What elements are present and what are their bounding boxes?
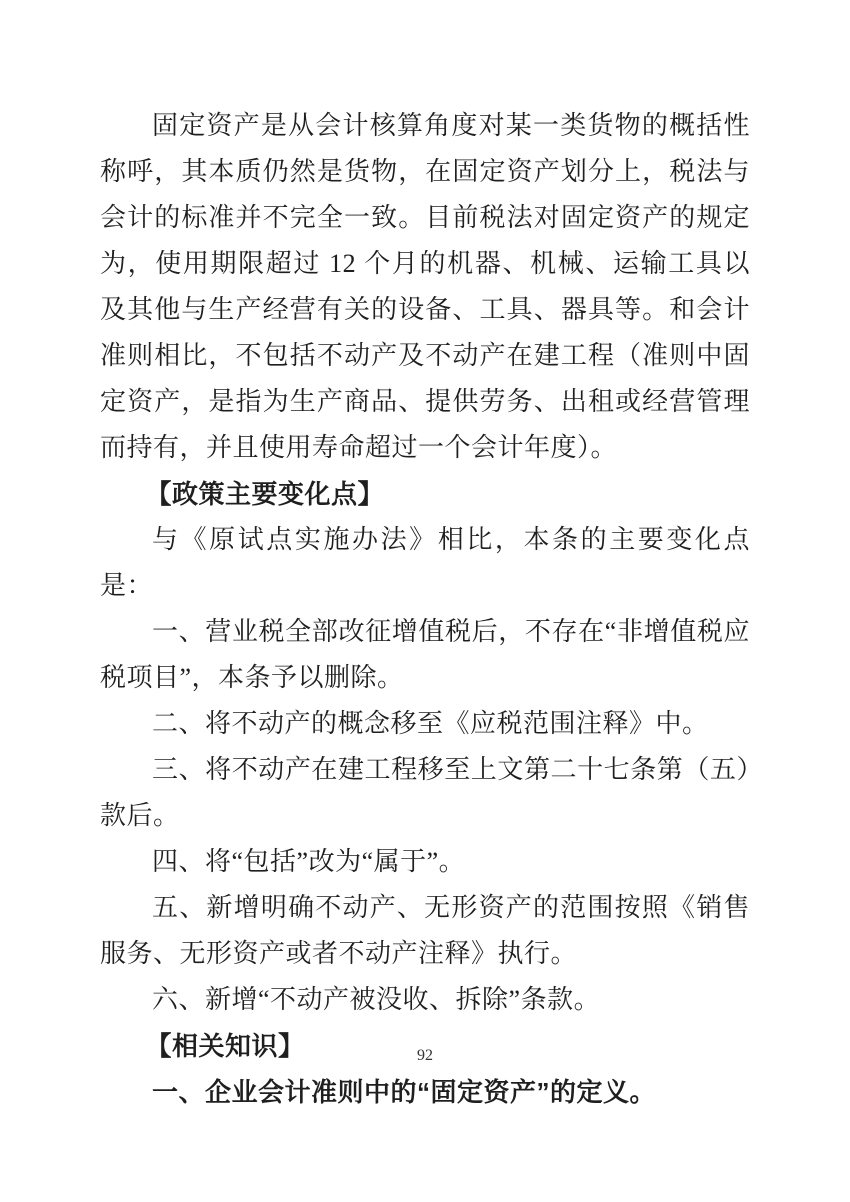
paragraph-fixed-assets-definition: 固定资产是从会计核算角度对某一类货物的概括性称呼，其本质仍然是货物，在固定资产划分上，税法与会计的标准并不完全一致。目前税法对固定资产的规定为，使用期限超过 12 个月的机器、机械、运输工具以及其他与生产经营有关的设备、工具、器具等。和会计准则相比，不包括不动产及不动产在建工程（准则中固定资产，是指为生产商品、提供劳务、出租或经营管理而持有，并且使用寿命超过一个会计年度）。 <box>100 111 750 462</box>
paragraph-comparison-intro: 与《原试点实施办法》相比，本条的主要变化点是： <box>100 525 750 600</box>
paragraph-change-item-4: 四、将“包括”改为“属于”。 <box>152 847 466 876</box>
heading-policy-changes: 【政策主要变化点】 <box>145 479 385 509</box>
paragraph-accounting-standard-definition: 一、企业会计准则中的“固定资产”的定义。 <box>152 1077 657 1107</box>
paragraph-change-item-1: 一、营业税全部改征增值税后，不存在“非增值税应税项目”，本条予以删除。 <box>100 617 750 692</box>
paragraph-change-item-3: 三、将不动产在建工程移至上文第二十七条第（五）款后。 <box>100 755 750 830</box>
paragraph-change-item-6: 六、新增“不动产被没收、拆除”条款。 <box>152 985 601 1014</box>
page-content <box>100 103 750 1115</box>
heading-related-knowledge: 【相关知识】 <box>145 1031 305 1061</box>
page-number: 92 <box>417 1047 433 1064</box>
paragraph-change-item-2: 二、将不动产的概念移至《应税范围注释》中。 <box>152 709 709 738</box>
paragraph-change-item-5: 五、新增明确不动产、无形资产的范围按照《销售服务、无形资产或者不动产注释》执行。 <box>100 893 750 968</box>
